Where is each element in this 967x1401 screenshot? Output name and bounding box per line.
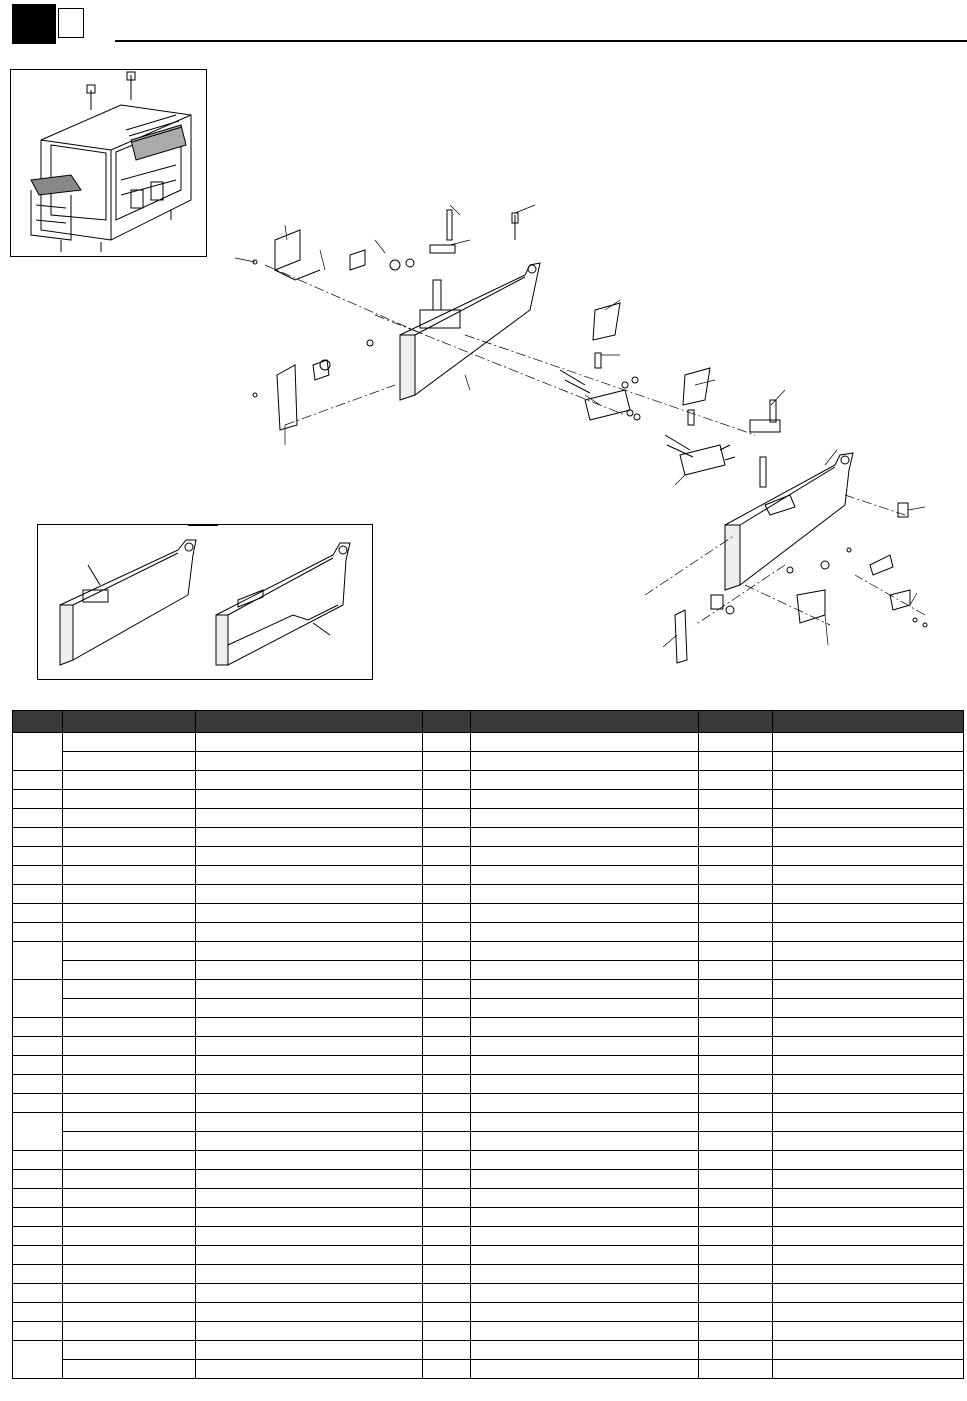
table-cell (196, 1360, 423, 1379)
table-cell (13, 923, 63, 942)
table-header-row (13, 711, 964, 733)
table-row (13, 1284, 964, 1303)
table-cell (699, 1094, 773, 1113)
table-cell (699, 1037, 773, 1056)
table-cell (773, 1303, 964, 1322)
table-cell (699, 923, 773, 942)
table-cell (699, 752, 773, 771)
table-cell (471, 1189, 699, 1208)
table-cell (773, 809, 964, 828)
table-cell (423, 904, 471, 923)
table-cell (423, 866, 471, 885)
table-cell (423, 1170, 471, 1189)
table-cell (196, 847, 423, 866)
table-cell (423, 1056, 471, 1075)
table-cell (13, 1151, 63, 1170)
table-row (13, 1246, 964, 1265)
table-cell (63, 1132, 196, 1151)
table-row (13, 923, 964, 942)
table-cell (13, 1189, 63, 1208)
table-cell (471, 1056, 699, 1075)
table-cell (423, 771, 471, 790)
table-row (13, 733, 964, 752)
table-row (13, 809, 964, 828)
table-cell (423, 1208, 471, 1227)
table-cell (699, 733, 773, 752)
table-cell (773, 980, 964, 999)
table-cell (13, 980, 63, 1018)
table-cell (63, 1303, 196, 1322)
table-cell (13, 942, 63, 980)
table-cell (63, 1360, 196, 1379)
table-cell (773, 904, 964, 923)
table-cell (196, 771, 423, 790)
table-cell (699, 1018, 773, 1037)
table-cell (773, 771, 964, 790)
table-cell (63, 1113, 196, 1132)
table-row (13, 1360, 964, 1379)
table-cell (773, 828, 964, 847)
table-cell (196, 733, 423, 752)
table-cell (699, 1246, 773, 1265)
table-cell (196, 980, 423, 999)
table-row (13, 847, 964, 866)
table-cell (13, 1208, 63, 1227)
table-cell (423, 733, 471, 752)
table-cell (423, 1303, 471, 1322)
table-cell (63, 771, 196, 790)
table-cell (63, 1265, 196, 1284)
table-cell (773, 1113, 964, 1132)
table-cell (423, 1227, 471, 1246)
table-cell (196, 904, 423, 923)
table-row (13, 866, 964, 885)
table-cell (773, 999, 964, 1018)
table-row (13, 1189, 964, 1208)
table-cell (423, 1132, 471, 1151)
table-cell (773, 1018, 964, 1037)
table-cell (13, 828, 63, 847)
table-cell (63, 1018, 196, 1037)
table-cell (196, 1170, 423, 1189)
table-cell (773, 1132, 964, 1151)
table-cell (471, 752, 699, 771)
table-cell (471, 1170, 699, 1189)
table-cell (196, 1227, 423, 1246)
table-cell (699, 790, 773, 809)
table-cell (471, 1227, 699, 1246)
table-cell (471, 1018, 699, 1037)
frame-variants-inset (37, 524, 373, 680)
table-cell (773, 1341, 964, 1360)
table-cell (13, 1284, 63, 1303)
table-cell (13, 1170, 63, 1189)
table-row (13, 1208, 964, 1227)
table-cell (699, 1322, 773, 1341)
table-cell (423, 923, 471, 942)
table-cell (699, 1341, 773, 1360)
table-cell (13, 1075, 63, 1094)
table-row (13, 752, 964, 771)
table-row (13, 1322, 964, 1341)
table-cell (13, 1018, 63, 1037)
table-row (13, 961, 964, 980)
table-cell (699, 942, 773, 961)
table-cell (773, 733, 964, 752)
table-cell (471, 809, 699, 828)
table-cell (196, 809, 423, 828)
table-cell (423, 885, 471, 904)
table-cell (63, 828, 196, 847)
table-cell (471, 1303, 699, 1322)
table-cell (471, 847, 699, 866)
table-cell (773, 1170, 964, 1189)
table-cell (471, 1113, 699, 1132)
table-cell (13, 733, 63, 771)
table-cell (773, 1208, 964, 1227)
table-cell (471, 1037, 699, 1056)
table-cell (196, 1056, 423, 1075)
table-cell (423, 1341, 471, 1360)
table-cell (423, 1151, 471, 1170)
table-cell (471, 1322, 699, 1341)
table-row (13, 999, 964, 1018)
table-cell (423, 1246, 471, 1265)
table-cell (13, 1246, 63, 1265)
table-cell (423, 809, 471, 828)
table-cell (699, 1170, 773, 1189)
table-cell (196, 999, 423, 1018)
table-cell (196, 923, 423, 942)
table-cell (471, 980, 699, 999)
table-cell (471, 961, 699, 980)
table-cell (423, 1113, 471, 1132)
table-cell (196, 942, 423, 961)
table-cell (773, 1037, 964, 1056)
table-cell (699, 1189, 773, 1208)
table-cell (13, 1227, 63, 1246)
header-rule (115, 40, 967, 42)
table-row (13, 1094, 964, 1113)
table-cell (63, 1227, 196, 1246)
table-row (13, 1132, 964, 1151)
table-cell (471, 1284, 699, 1303)
table-cell (423, 980, 471, 999)
table-cell (63, 733, 196, 752)
table-cell (773, 1322, 964, 1341)
table-cell (471, 1265, 699, 1284)
table-cell (773, 1056, 964, 1075)
table-cell (13, 904, 63, 923)
table-cell (773, 1227, 964, 1246)
table-cell (699, 999, 773, 1018)
col-header-qty (423, 711, 471, 733)
table-cell (471, 999, 699, 1018)
table-cell (471, 733, 699, 752)
table-cell (196, 1341, 423, 1360)
table-cell (196, 1018, 423, 1037)
table-cell (423, 1360, 471, 1379)
table-cell (471, 885, 699, 904)
machine-overview-icon (11, 70, 206, 256)
frame-variants-icon (38, 525, 372, 679)
table-cell (423, 1322, 471, 1341)
table-row (13, 904, 964, 923)
table-cell (423, 1284, 471, 1303)
table-cell (63, 1151, 196, 1170)
table-cell (196, 1113, 423, 1132)
table-row (13, 1170, 964, 1189)
table-row (13, 1113, 964, 1132)
table-cell (699, 1056, 773, 1075)
table-row (13, 980, 964, 999)
table-cell (196, 1132, 423, 1151)
table-cell (699, 1151, 773, 1170)
table-cell (471, 771, 699, 790)
table-cell (423, 790, 471, 809)
table-row (13, 1303, 964, 1322)
table-cell (13, 1037, 63, 1056)
table-cell (196, 1208, 423, 1227)
table-cell (196, 1303, 423, 1322)
table-cell (699, 828, 773, 847)
table-cell (699, 866, 773, 885)
table-cell (196, 1094, 423, 1113)
table-cell (196, 1151, 423, 1170)
table-cell (13, 1265, 63, 1284)
table-cell (196, 885, 423, 904)
table-cell (471, 1094, 699, 1113)
table-cell (471, 866, 699, 885)
col-header-code (699, 711, 773, 733)
table-cell (63, 1284, 196, 1303)
table-cell (773, 923, 964, 942)
table-cell (699, 771, 773, 790)
col-header-ref (13, 711, 63, 733)
table-cell (699, 980, 773, 999)
table-cell (471, 1360, 699, 1379)
table-cell (13, 1113, 63, 1151)
table-cell (471, 1246, 699, 1265)
table-cell (773, 1151, 964, 1170)
table-cell (699, 1303, 773, 1322)
table-row (13, 942, 964, 961)
table-cell (699, 1208, 773, 1227)
table-cell (699, 885, 773, 904)
table-cell (63, 904, 196, 923)
table-cell (13, 1056, 63, 1075)
table-cell (699, 1265, 773, 1284)
table-cell (63, 1094, 196, 1113)
table-cell (63, 1037, 196, 1056)
table-cell (773, 1094, 964, 1113)
table-cell (196, 1037, 423, 1056)
table-cell (423, 942, 471, 961)
table-cell (196, 1189, 423, 1208)
table-row (13, 1075, 964, 1094)
table-cell (63, 1322, 196, 1341)
table-cell (423, 1075, 471, 1094)
table-cell (773, 1265, 964, 1284)
table-cell (773, 790, 964, 809)
table-cell (63, 790, 196, 809)
table-cell (13, 847, 63, 866)
table-cell (13, 1094, 63, 1113)
table-cell (471, 1341, 699, 1360)
table-row (13, 1056, 964, 1075)
table-cell (63, 942, 196, 961)
table-cell (63, 885, 196, 904)
col-header-part-no (63, 711, 196, 733)
table-cell (773, 1246, 964, 1265)
table-cell (63, 961, 196, 980)
table-row (13, 771, 964, 790)
table-cell (699, 847, 773, 866)
table-cell (63, 1246, 196, 1265)
table-cell (63, 999, 196, 1018)
table-cell (13, 1303, 63, 1322)
table-cell (63, 1056, 196, 1075)
table-cell (471, 904, 699, 923)
table-cell (63, 809, 196, 828)
table-cell (196, 866, 423, 885)
table-row (13, 1341, 964, 1360)
col-header-description-2 (471, 711, 699, 733)
table-row (13, 1227, 964, 1246)
table-cell (13, 1341, 63, 1379)
table-cell (63, 923, 196, 942)
table-cell (471, 942, 699, 961)
table-cell (63, 752, 196, 771)
table-cell (773, 866, 964, 885)
table-row (13, 885, 964, 904)
table-cell (196, 828, 423, 847)
table-cell (773, 885, 964, 904)
section-number-box (58, 8, 84, 38)
table-cell (773, 1360, 964, 1379)
table-cell (699, 1075, 773, 1094)
table-cell (13, 809, 63, 828)
table-cell (423, 752, 471, 771)
table-cell (471, 1151, 699, 1170)
table-cell (63, 980, 196, 999)
table-cell (471, 828, 699, 847)
table-row (13, 1265, 964, 1284)
table-body (13, 733, 964, 1379)
table-cell (63, 1208, 196, 1227)
table-cell (423, 1265, 471, 1284)
table-cell (423, 961, 471, 980)
table-cell (13, 771, 63, 790)
table-cell (13, 866, 63, 885)
table-cell (63, 1075, 196, 1094)
table-row (13, 790, 964, 809)
table-row (13, 1151, 964, 1170)
table-cell (196, 790, 423, 809)
table-cell (196, 752, 423, 771)
table-cell (196, 1284, 423, 1303)
table-cell (63, 1170, 196, 1189)
parts-table (12, 710, 964, 1379)
section-marker-block (12, 4, 56, 44)
table-cell (699, 904, 773, 923)
table-cell (773, 752, 964, 771)
table-cell (699, 1227, 773, 1246)
table-cell (773, 942, 964, 961)
table-cell (471, 1075, 699, 1094)
table-cell (699, 1132, 773, 1151)
table-cell (13, 1322, 63, 1341)
table-cell (423, 847, 471, 866)
table-cell (699, 1284, 773, 1303)
table-cell (13, 885, 63, 904)
table-cell (773, 1189, 964, 1208)
col-header-remarks (773, 711, 964, 733)
table-cell (423, 1094, 471, 1113)
table-cell (699, 1360, 773, 1379)
table-cell (471, 1132, 699, 1151)
table-cell (63, 1341, 196, 1360)
col-header-description (196, 711, 423, 733)
table-cell (196, 1075, 423, 1094)
table-cell (196, 1265, 423, 1284)
table-row (13, 1037, 964, 1056)
table-cell (773, 847, 964, 866)
table-cell (423, 999, 471, 1018)
table-cell (196, 1322, 423, 1341)
table-cell (471, 1208, 699, 1227)
table-cell (699, 809, 773, 828)
table-cell (773, 1075, 964, 1094)
machine-overview-thumbnail (10, 69, 207, 257)
table-cell (13, 790, 63, 809)
table-cell (423, 1037, 471, 1056)
table-row (13, 828, 964, 847)
table-cell (196, 1246, 423, 1265)
table-cell (471, 790, 699, 809)
table-cell (196, 961, 423, 980)
table-cell (773, 1284, 964, 1303)
table-row (13, 1018, 964, 1037)
table-cell (63, 847, 196, 866)
table-cell (773, 961, 964, 980)
table-cell (423, 828, 471, 847)
table-cell (423, 1189, 471, 1208)
table-cell (471, 923, 699, 942)
table-cell (423, 1018, 471, 1037)
table-cell (63, 866, 196, 885)
table-cell (699, 961, 773, 980)
table-cell (699, 1113, 773, 1132)
table-cell (63, 1189, 196, 1208)
